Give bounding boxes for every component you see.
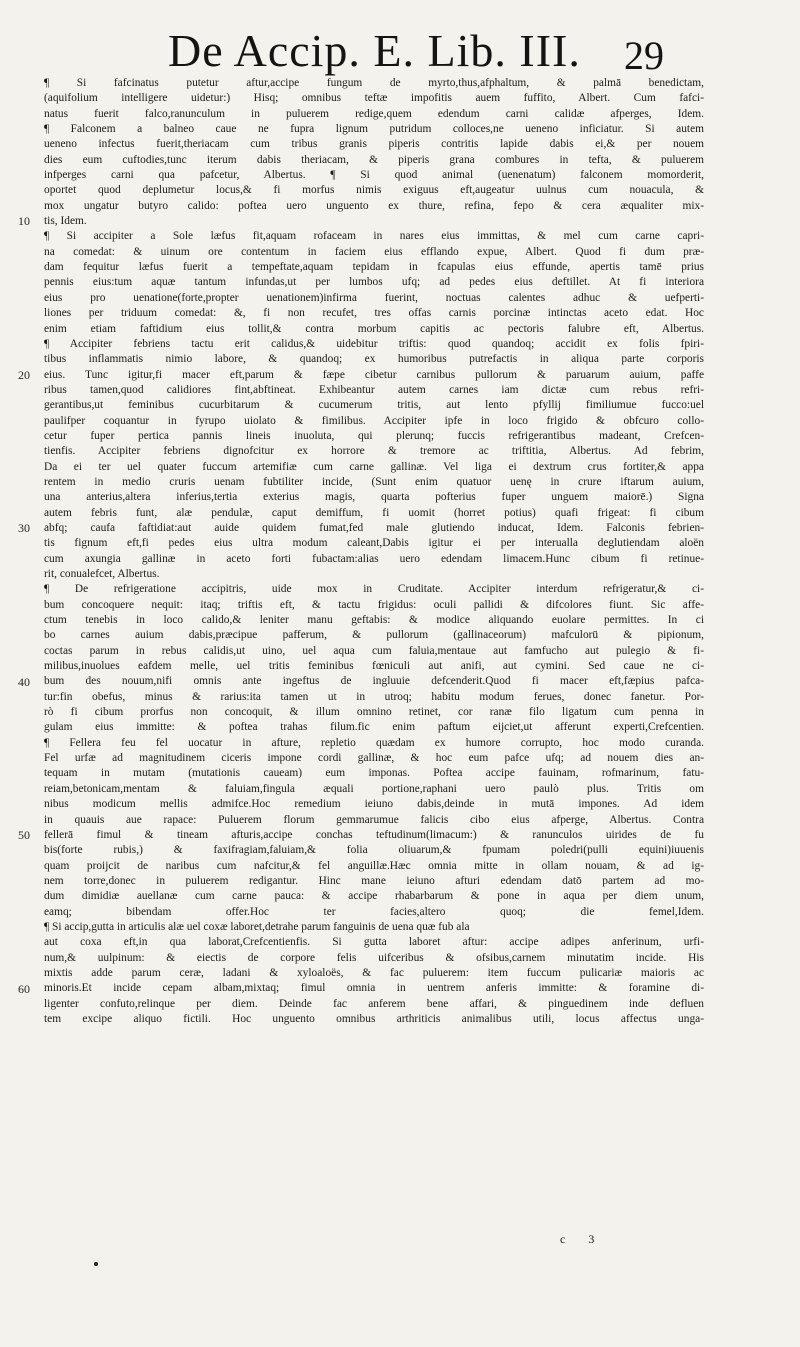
text-line: tequam in mutam (mutationis caueam) eum imponas. Poftea accipe fauinam, rofmarinum, fatu-	[44, 767, 704, 780]
text-line: nibus modicum mellis admifce.Hoc remedium ieiuno dabis,deinde in mutā impones. Ad idem	[44, 798, 704, 811]
text-line: ¶ Si fafcinatus putetur aftur,accipe fungum de myrto,thus,afphaltum, & palmā benedictam,	[44, 77, 704, 89]
text-line: mox ungatur butyro calido: poftea uero unguento ex thure, refina, fepo & cera æqualiter mix-	[44, 199, 704, 212]
text-line: ueneno infectus fuerit,theriacam cum tribus granis piperis contritis lapide dabis ei,& per nouem	[44, 138, 704, 151]
margin-line-number: 30	[18, 521, 30, 536]
running-title: De Accip. E. Lib. III.	[168, 25, 581, 76]
text-line: bum concoquere nequit: itaq; triftis eft, & tactu frigidus: oculi pallidi & difcolores fiunt. Sic affe-	[44, 598, 704, 611]
text-line: eius pro uenatione(forte,propter uenationem)infirma fuerint, noctuas calentes adhuc & uefperti-	[44, 291, 704, 304]
text-line: ¶ De refrigeratione accipitris, uide mox in Cruditate. Accipiter interdum refrigeratur,& ci-	[44, 583, 704, 596]
text-line: enim etiam faftidium eius tollit,& contra morbum capitis ac pectoris falubre eft, Albertus.	[44, 322, 704, 335]
text-line: dam fequitur læfus fuerit a tempeftate,aquam tepidam in fcapulas eius effunde, apertis tamē prius	[44, 261, 704, 274]
text-line: cetur fuper pertica pannis lineis inuoluta, qui plerunq; fuccis refrigerantibus madeant, Crefcen-	[44, 429, 704, 442]
text-line: bum des nouum,nifi omnis ante ingeftus de ingluuie defcenderit.Quod fi macer eft,fæpius pafca-	[44, 675, 704, 688]
text-line: Fel urfæ ad magnitudinem ciceris impone cordi gallinæ, & hoc eum pafce ufq; ad nouem dies an-	[44, 752, 704, 765]
text-line: una anterius,altera inferius,tertia exterius magis, quarta pofterius fuper unguem maiorē.) Signa	[44, 491, 704, 504]
margin-line-number: 40	[18, 674, 30, 689]
text-line: tem excipe aliquo fictili. Hoc unguento omnibus arthriticis animalibus utili, locus affectus unga-	[44, 1012, 704, 1025]
text-line: ¶ Si accipiter a Sole læfus fit,aquam rofaceam in nares eius immittas, & mel cum carne capri-	[44, 230, 704, 243]
text-line: oportet quod deplumetur locus,& fi morfus nimis exiguus eft,augeatur uulnus cum nouacula, &	[44, 184, 704, 197]
margin-line-number: 10	[18, 214, 30, 229]
signature-mark: c 3	[560, 1232, 605, 1246]
text-line: paulifper coquantur in fyrupo uiolato & fimilibus. Accipiter ipfe in loco frigido & obfcuro collo-	[44, 414, 704, 427]
text-line: tur:fin obefus, minus & rarius:ita tamen ut in utroq; habitu modum ferues, donec fanetur. Por-	[44, 690, 704, 703]
text-line: ctum tenebis in loco calido,& leniter manu geftabis: & modice aliquando euolare permittes. In ci	[44, 614, 704, 627]
text-line: cum axungia gallinæ in aceto forti fubactam:alias uero edendam limacem.Hunc cibum fi retinue-	[44, 552, 704, 565]
body-text	[44, 76, 704, 1027]
text-line: gulam eius immitte: & poftea trahas filum.fic enim paftum eijciet,ut afferunt experti,Crefcentien.	[44, 721, 704, 734]
text-line: dies eum cuftodies,tunc iterum dabis theriacam, & piperis grana combures in tefta, & puluerem	[44, 153, 704, 166]
text-line: aut coxa eft,in qua laborat,Crefcentienfis. Si gutta laboret aftur: accipe adipes anferinum, urfi-	[44, 936, 704, 949]
running-head	[0, 22, 800, 82]
text-line: coctas parum in rebus calidis,ut uino, uel aqua cum faluia,mentaue aut famfucho aut pulegio & fi-	[44, 644, 704, 657]
text-line: abfq; caufa faftidiat:aut auide quidem fumat,fed male glutiendo inducat, Idem. Falconis febrien-	[44, 521, 704, 534]
text-line: mixtis adde parum ceræ, ladani & xyloaloës, & fac puluerem: item fuccum pulicariæ maioris ac	[44, 966, 704, 979]
text-line: minoris.Et incide cepam albam,mixtaq; fimul omnia in uentrem anferis immitte: & foramine di-	[44, 982, 704, 995]
text-line: rò fi cibum prorfus non concoquit, & illum omnino retinet, cor ranæ filo ligatum cum penna in	[44, 706, 704, 719]
text-line: ¶ Si accip,gutta in articulis alæ uel coxæ laboret,detrahe parum fanguinis de uena quæ fub ala	[44, 920, 470, 933]
text-line: fellerā fimul & tineam afturis,accipe conchas teftudinum(limacum:) & ranunculos uirides de fu	[44, 828, 704, 841]
text-line: ¶ Falconem a balneo caue ne fupra lignum putridum colloces,ne ueneno inficiatur. Si autem	[44, 123, 704, 136]
text-line: (aquifolium intelligere uidetur:) Hisq; omnibus teftæ impofitis auem fuffito, Albert. Cum fafci-	[44, 92, 704, 105]
text-line: pennis eius:tum aquæ tantum infundas,ut per lumbos ufq; ad pedes eius deftillet. At fi interiora	[44, 276, 704, 289]
text-line: num,& uulpinum: & eiectis de corpore felis uifceribus & ofsibus,carnem minutatim incide. His	[44, 951, 704, 964]
text-line: liones per triduum comedat: &, fi non recufet, tres offas carnis porcinæ intinctas aceto edat. Hoc	[44, 307, 704, 320]
text-line: autem febris funt, alæ pendulæ, caput demiffum, fi uomit (horret potius) quafi frigeat: fi cibum	[44, 506, 704, 519]
text-line: natus fuerit falco,ranunculum in puluerem redige,quem edendum carni calidæ afperges, Idem.	[44, 107, 704, 120]
text-line: ¶ Accipiter febriens tactu erit calidus,& uidebitur triftis: quod quandoq; accidit ex folis fpiri-	[44, 337, 704, 350]
margin-line-number: 50	[18, 828, 30, 843]
text-line: quam proijcit de naribus cum nafcitur,& fel anguillæ.Hæc omnia mitte in ollam nouam, & ad ig-	[44, 859, 704, 872]
text-line: bo carnes auium dabis,præcipue pafferum, & pullorum (gallinaceorum) mafculorū & pipionum,	[44, 629, 704, 642]
text-line: tis fignum eft,fi pedes eius ultra modum caleant,Dabis igitur ei per interualla deglutiendam aloën	[44, 537, 704, 550]
margin-line-number: 20	[18, 367, 30, 382]
text-line: tienfis. Accipiter febriens dignofcitur ex horrore & tremore ac triftitia, Albertus. Ad febrim,	[44, 445, 704, 458]
ink-dot	[94, 1262, 98, 1266]
text-line: eamq; bibendam offer.Hoc ter facies,altero quoq; die femel,Idem.	[44, 905, 704, 918]
text-line: dum dimidiæ auellanæ cum carne pauca: & accipe rhabarbarum & pone in aqua per diem unum,	[44, 890, 704, 903]
text-line: bis(forte rubis,) & faxifragiam,faluiam,& folia oliuarum,& fpumam poledri(pulli equini)iuuenis	[44, 844, 704, 857]
text-line: infperges carni qua pafcetur, Albertus. ¶ Si quod animal (uenenatum) falconem momorderit,	[44, 169, 704, 182]
text-line: tis, Idem.	[44, 215, 87, 228]
text-line: ribus tamen,quod calidiores fint,abftineat. Exhibeantur autem carnes iam dictæ cum rebus refri-	[44, 383, 704, 396]
text-line: reiam,betonicam,mentam & faluiam,fingula æquali portione,raphani uero paulò plus. Tritis om	[44, 782, 704, 795]
text-line: ligenter confuto,relinque per diem. Deinde fac anferem bene affari, & pinguedinem inde defluen	[44, 997, 704, 1010]
text-line: gerantibus,ut feminibus cucurbitarum & cucumerum tritis, aut lento pfyllij fimiliumue fucco:uel	[44, 399, 704, 412]
page-number: 29	[624, 33, 664, 78]
text-line: eius. Tunc igitur,fi macer eft,parum & fæpe cibetur carnibus pullorum & paruarum auium, paffe	[44, 368, 704, 381]
text-line: tibus inflammatis nimio labore, & quandoq; ex humoribus putrefactis in aliqua parte corporis	[44, 353, 704, 366]
margin-line-number: 60	[18, 981, 30, 996]
text-line: rit, conualefcet, Albertus.	[44, 568, 160, 580]
text-line: Da ei ter uel quater fuccum artemifiæ cum carne gallinæ. Vel liga ei dextrum crus fortiter,& appa	[44, 460, 704, 473]
text-line: na comedat: & uinum ore contentum in faciem eius efflando expue, Albert. Quod fi dum præ-	[44, 245, 704, 258]
text-line: in quauis aue rapace: Puluerem florum gemmarumue falicis cibo eius afperge, Albertus. Contra	[44, 813, 704, 826]
text-line: rentem in medio cruris uenam fubtiliter incide, (Sunt enim quatuor uenę in crure iftarum auium,	[44, 475, 704, 488]
text-line: milibus,inuolues eafdem melle, uel tritis feminibus fœniculi aut anifi, aut cymini. Sed caue ne ci-	[44, 660, 704, 673]
text-line: nem torre,donec in puluerem redigantur. Hinc mane ieiuno afturi edendam datō partem ad mo-	[44, 874, 704, 887]
text-line: ¶ Fellera feu fel uocatur in afture, repletio quædam ex humore corrupto, hoc modo curanda.	[44, 736, 704, 749]
